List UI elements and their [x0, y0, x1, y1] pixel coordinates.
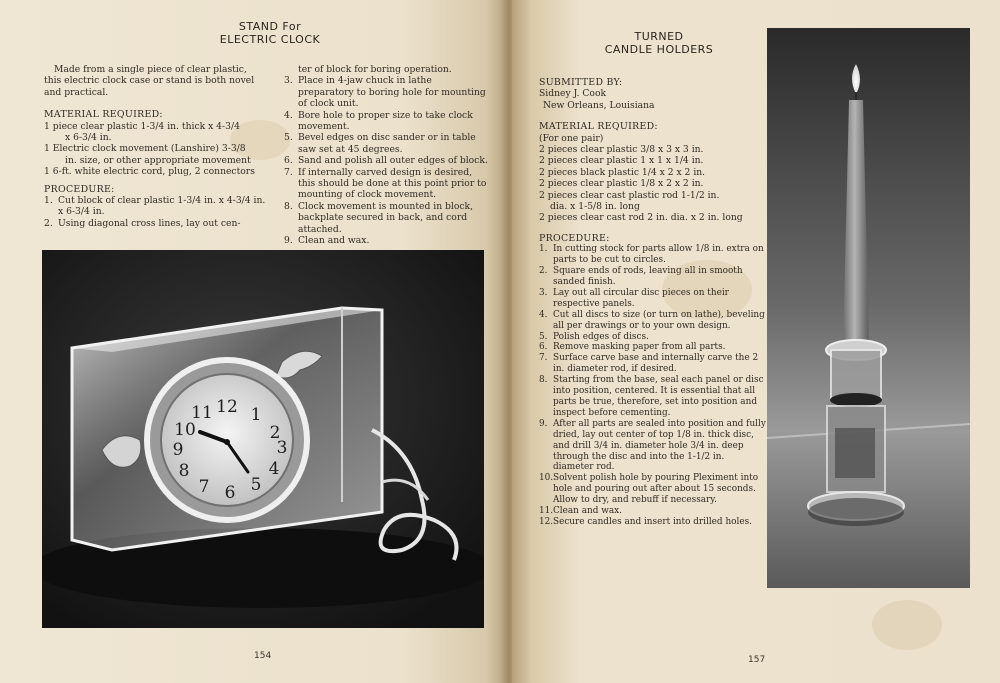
step-text: Clock movement is mounted in block, backplate secured in back, and cord attached.: [298, 200, 474, 235]
left-column-2: [284, 64, 490, 247]
left-column-1: [44, 64, 266, 229]
step-text: Clean and wax.: [553, 506, 622, 517]
numeral-3: 3: [276, 438, 288, 458]
step-number: 3.: [284, 75, 293, 87]
intro-line: and practical.: [44, 86, 109, 98]
procedure-step: [44, 195, 266, 218]
procedure-step: [284, 167, 490, 201]
material-item: 2 pieces clear plastic 1 x 1 x 1/4 in.: [539, 155, 704, 167]
numeral-12: 12: [216, 397, 238, 417]
material-item: 2 pieces clear cast rod 2 in. dia. x 2 in. long: [539, 212, 743, 224]
procedure-step: [284, 201, 490, 235]
step-text: Bevel edges on disc sander or in table saw set at 45 degrees.: [298, 132, 476, 155]
procedure-step: [284, 132, 490, 155]
material-item: 2 pieces clear plastic 3/8 x 3 x 3 in.: [539, 144, 704, 156]
step-number: 7.: [539, 353, 548, 364]
step-number: 4.: [284, 109, 293, 121]
right-page-title: [594, 30, 724, 56]
procedure-step: [539, 310, 767, 332]
procedure-heading: PROCEDURE:: [44, 183, 115, 195]
step-number: 10.: [539, 473, 554, 484]
procedure-step: [284, 110, 490, 133]
left-title-line2: ELECTRIC CLOCK: [219, 33, 321, 46]
submitter-name: Sidney J. Cook: [539, 88, 607, 100]
step-number: 9.: [539, 418, 548, 429]
procedure-step: [539, 288, 767, 310]
step-number: 6.: [539, 342, 548, 353]
left-page-number: 154: [254, 651, 272, 661]
candle-holder-illustration: [767, 28, 970, 588]
step-text: If internally carved design is desired, this should be done at this point prior to mounting of clock movement.: [298, 166, 487, 201]
procedure-step: [539, 342, 767, 353]
step-number: 1.: [539, 244, 548, 255]
step-number: 11.: [539, 506, 554, 517]
procedure-list-cont: [284, 75, 490, 246]
procedure-step: [539, 506, 767, 517]
materials-heading: MATERIAL REQUIRED:: [539, 121, 658, 133]
procedure-list: [539, 244, 767, 528]
step-text: Polish edges of discs.: [553, 331, 649, 342]
procedure-step: [539, 353, 767, 375]
clock-stand-photo: [42, 250, 484, 628]
step-text: Using diagonal cross lines, lay out cen-: [58, 217, 241, 229]
intro-line: this electric clock case or stand is both novel: [44, 75, 255, 87]
right-page: [512, 0, 1000, 683]
procedure-list: [44, 195, 266, 229]
material-item: 2 pieces clear cast plastic rod 1-1/2 in.: [539, 189, 720, 201]
procedure-step: [284, 75, 490, 109]
step-number: 7.: [284, 166, 293, 178]
numeral-10: 10: [174, 420, 196, 440]
step-number: 9.: [284, 235, 293, 247]
step-number: 5.: [539, 331, 548, 342]
material-item: 2 pieces black plastic 1/4 x 2 x 2 in.: [539, 166, 706, 178]
step-text: Lay out all circular disc pieces on their respective panels.: [553, 287, 729, 309]
step-number: 3.: [539, 287, 548, 298]
procedure-step: [539, 473, 767, 506]
right-page-number: 157: [748, 655, 766, 665]
right-title-line1: TURNED: [634, 30, 684, 43]
step-text: Square ends of rods, leaving all in smooth sanded finish.: [553, 266, 743, 287]
step-number: 4.: [539, 309, 548, 320]
material-item: 1 piece clear plastic 1-3/4 in. thick x 4-3/4: [44, 120, 240, 132]
step-number: 6.: [284, 155, 293, 167]
step-text: Clean and wax.: [298, 235, 370, 247]
step-text: Remove masking paper from all parts.: [553, 342, 726, 353]
numeral-7: 7: [198, 477, 210, 497]
left-page-title: [200, 20, 340, 46]
material-item-cont: in. size, or other appropriate movement: [65, 154, 251, 166]
left-title-line1: STAND For: [238, 20, 302, 33]
materials-note: (For one pair): [539, 132, 604, 144]
material-item: 1 6-ft. white electric cord, plug, 2 connectors: [44, 166, 255, 178]
step-number: 1.: [44, 195, 53, 207]
step-continuation: ter of block for boring operation.: [298, 64, 452, 75]
candle-holder-photo: [767, 28, 970, 588]
step-text: Place in 4-jaw chuck in lathe preparatory to boring hole for mounting of clock unit.: [298, 75, 486, 110]
step-number: 5.: [284, 132, 293, 144]
step-number: 8.: [539, 375, 548, 386]
step-number: 8.: [284, 200, 293, 212]
procedure-step: [284, 155, 490, 166]
procedure-step: [284, 235, 490, 246]
procedure-step: [539, 517, 767, 528]
step-text: Solvent polish hole by pouring Pleximent into hole and pouring out after about 15 seconds. Allow to dry, and rebuff if necessary.: [553, 473, 759, 506]
step-text: After all parts are sealed into position and fully dried, lay out center of top 1/8 in. thick disc, and drill 3/4 in. diameter hole 3/4 in. deep through the disc and into the 1-1/2 in. diameter rod.: [553, 418, 766, 473]
clock-stand-illustration: [42, 250, 484, 628]
step-text: Bore hole to proper size to take clock movement.: [298, 109, 473, 133]
step-text: Sand and polish all outer edges of block.: [298, 155, 488, 167]
submitted-heading: SUBMITTED BY:: [539, 77, 623, 88]
material-item-cont: x 6-3/4 in.: [65, 132, 112, 144]
procedure-heading: PROCEDURE:: [539, 232, 610, 244]
material-item: 2 pieces clear plastic 1/8 x 2 x 2 in.: [539, 178, 704, 190]
step-number: 2.: [44, 217, 53, 229]
step-number: 2.: [539, 266, 548, 277]
procedure-step: [539, 244, 767, 266]
procedure-step: [539, 266, 767, 288]
step-text: Cut all discs to size (or turn on lathe), beveling all per drawings or to your own design.: [553, 309, 765, 331]
procedure-step: [44, 218, 266, 229]
intro-line: Made from a single piece of clear plastic,: [54, 64, 247, 75]
procedure-step: [539, 375, 767, 419]
numeral-9: 9: [172, 440, 184, 460]
paper-stain: [872, 600, 942, 650]
numeral-11: 11: [191, 403, 213, 423]
material-item-cont: dia. x 1-5/8 in. long: [550, 201, 640, 213]
step-number: 12.: [539, 516, 554, 527]
procedure-step: [539, 332, 767, 343]
step-text: Secure candles and insert into drilled holes.: [553, 516, 752, 527]
material-item: 1 Electric clock movement (Lanshire) 3-3/8: [44, 143, 246, 155]
numeral-4: 4: [268, 459, 280, 479]
numeral-2: 2: [269, 423, 281, 443]
step-text: In cutting stock for parts allow 1/8 in. extra on parts to be cut to circles.: [553, 244, 764, 266]
submitter-city: New Orleans, Louisiana: [543, 99, 655, 111]
procedure-step: [539, 419, 767, 474]
right-title-line2: CANDLE HOLDERS: [604, 43, 714, 56]
numeral-6: 6: [224, 483, 236, 503]
numeral-8: 8: [178, 461, 190, 481]
step-text: Starting from the base, seal each panel or disc into position, centered. It is essential that all parts be true, therefore, set into position and inspect before cementing.: [553, 375, 764, 418]
numeral-5: 5: [250, 475, 262, 495]
step-text: Surface carve base and internally carve the 2 in. diameter rod, if desired.: [553, 353, 759, 375]
step-text: Cut block of clear plastic 1-3/4 in. x 4-3/4 in. x 6-3/4 in.: [58, 195, 266, 218]
materials-heading: MATERIAL REQUIRED:: [44, 109, 163, 121]
right-column: [539, 77, 767, 528]
numeral-1: 1: [250, 405, 262, 425]
